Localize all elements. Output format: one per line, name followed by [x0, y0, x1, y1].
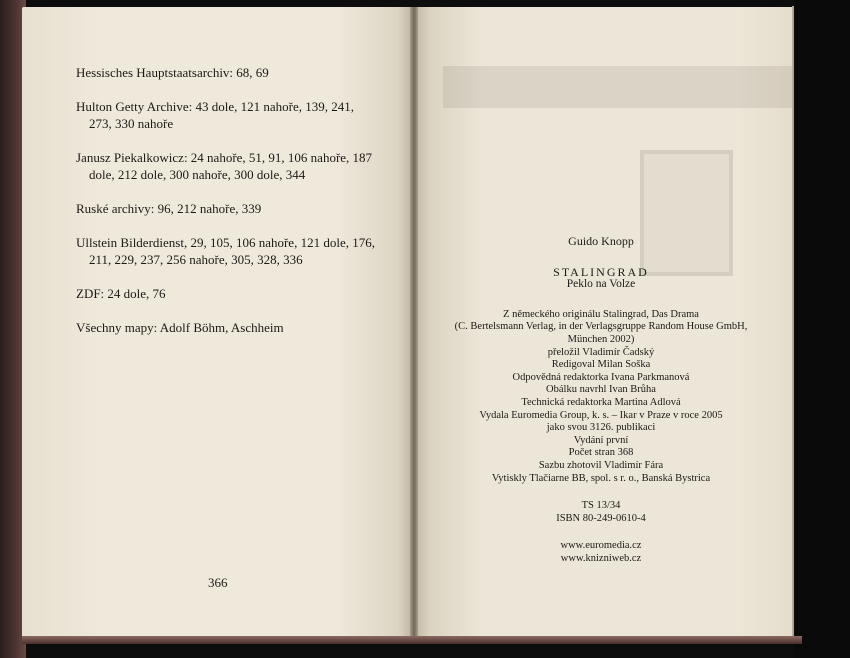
credit-entry: ZDF: 24 dole, 76: [76, 286, 166, 301]
colophon-line: Vytiskly Tlačiarne BB, spol. s r. o., Banská Bystrica: [491, 472, 711, 484]
catalog-code: TS 13/34: [581, 500, 621, 512]
background-right: [794, 0, 850, 658]
colophon-line: Vydala Euromedia Group, k. s. – Ikar v Praze v roce 2005: [479, 409, 723, 421]
credit-entry: Ullstein Bilderdienst, 29, 105, 106 nahoře, 121 dole, 176, 211, 229, 237, 256 nahoře, 305, 328, 336: [76, 235, 375, 267]
picture-credits: [76, 64, 376, 353]
credit-entry: Janusz Piekalkowicz: 24 nahoře, 51, 91, 106 nahoře, 187 dole, 212 dole, 300 nahoře, 300 dole, 344: [76, 150, 373, 182]
colophon-line: München 2002): [567, 333, 635, 345]
colophon-line: jako svou 3126. publikaci: [546, 422, 656, 434]
colophon-line: (C. Bertelsmann Verlag, in der Verlagsgruppe Random House GmbH,: [454, 321, 748, 333]
colophon-line: Obálku navrhl Ivan Brůha: [546, 384, 656, 396]
book-subtitle: Peklo na Volze: [566, 278, 636, 291]
website-link: www.euromedia.cz: [560, 540, 642, 552]
book-title: STALINGRAD: [553, 264, 649, 279]
cover-edge-bottom: [22, 636, 802, 644]
colophon: [440, 309, 762, 485]
colophon-line: Počet stran 368: [568, 447, 634, 459]
colophon-line: Vydání první: [573, 434, 629, 446]
imprint: [440, 235, 762, 565]
book-gutter: [410, 7, 418, 640]
credit-entry: Všechny mapy: Adolf Böhm, Aschheim: [76, 320, 284, 335]
colophon-line: Odpovědná redaktorka Ivana Parkmanová: [512, 371, 690, 383]
show-through-banner: [443, 66, 793, 108]
colophon-line: Sazbu zhotovil Vladimír Fára: [538, 459, 664, 471]
page-number: 366: [208, 575, 228, 590]
colophon-line: přeložil Vladimír Čadský: [547, 346, 655, 358]
credit-entry: Ruské archivy: 96, 212 nahoře, 339: [76, 201, 262, 216]
author-name: Guido Knopp: [568, 234, 634, 248]
website-link: www.knizniweb.cz: [560, 552, 642, 564]
isbn: ISBN 80-249-0610-4: [556, 512, 646, 524]
credit-entry: Hulton Getty Archive: 43 dole, 121 nahoře, 139, 241, 273, 330 nahoře: [76, 99, 355, 131]
credit-entry: Hessisches Hauptstaatsarchiv: 68, 69: [76, 65, 269, 80]
colophon-line: Technická redaktorka Martina Adlová: [521, 396, 681, 408]
colophon-line: Z německého originálu Stalingrad, Das Drama: [503, 308, 699, 320]
colophon-line: Redigoval Milan Soška: [551, 359, 651, 371]
